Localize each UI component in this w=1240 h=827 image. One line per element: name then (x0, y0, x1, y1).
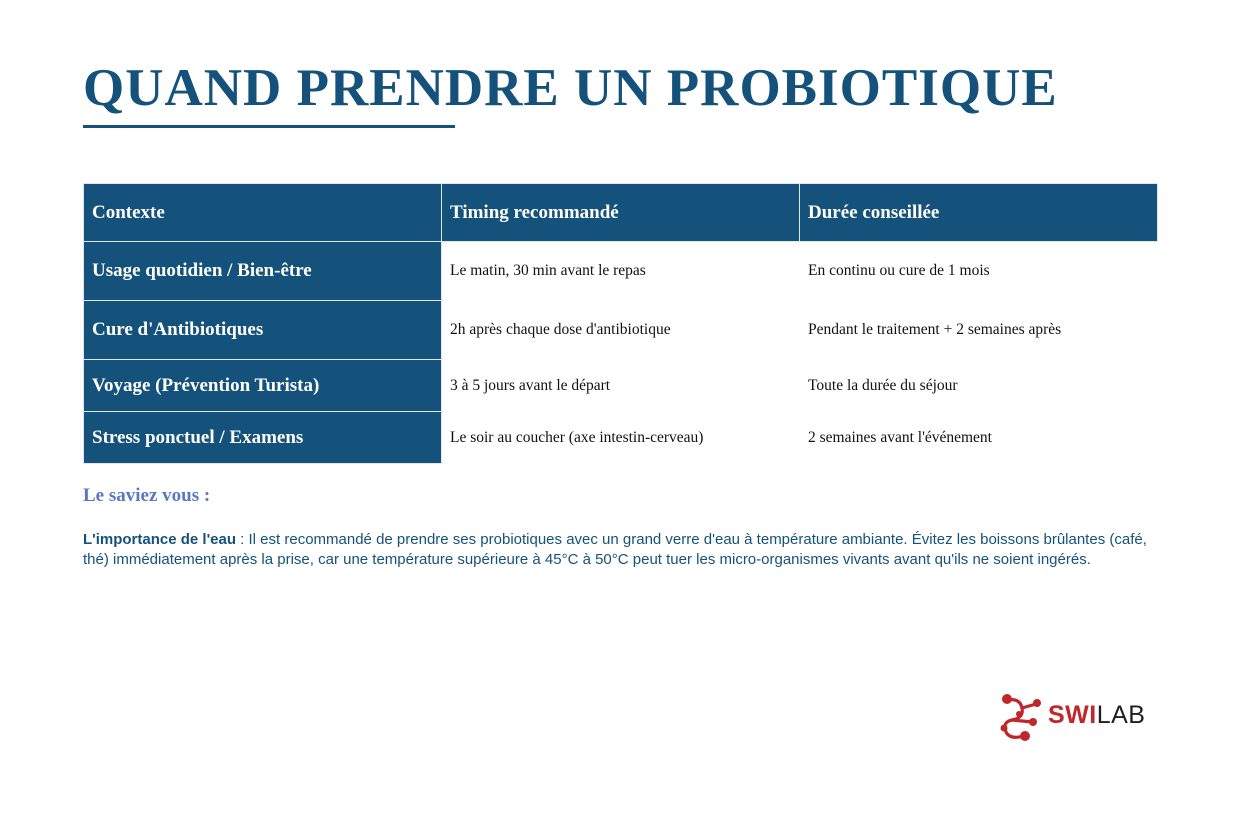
header-timing: Timing recommandé (442, 184, 800, 242)
tip-heading: Le saviez vous : (83, 485, 211, 506)
swilab-logo (998, 688, 1145, 742)
table-header-row (84, 184, 1158, 242)
row-timing: Le matin, 30 min avant le repas (442, 242, 800, 301)
title-underline (83, 125, 455, 128)
row-duration: Pendant le traitement + 2 semaines après (800, 301, 1158, 360)
row-duration: 2 semaines avant l'événement (800, 412, 1158, 464)
row-timing: Le soir au coucher (axe intestin-cerveau) (442, 412, 800, 464)
logo-word-lab: LAB (1096, 700, 1146, 729)
page-title: QUAND PRENDRE UN PROBIOTIQUE (83, 59, 1058, 117)
row-timing: 3 à 5 jours avant le départ (442, 360, 800, 412)
table-row (84, 242, 1158, 301)
tip-label: L'importance de l'eau (83, 531, 237, 548)
probiotic-timing-table (83, 183, 1158, 464)
row-context: Usage quotidien / Bien-être (84, 242, 442, 301)
molecule-icon (998, 688, 1044, 742)
row-context: Voyage (Prévention Turista) (84, 360, 442, 412)
row-context: Cure d'Antibiotiques (84, 301, 442, 360)
logo-wordmark (1048, 701, 1145, 730)
row-duration: Toute la durée du séjour (800, 360, 1158, 412)
header-context: Contexte (84, 184, 442, 242)
tip-paragraph (83, 530, 1158, 569)
logo-word-swi: SWI (1048, 700, 1097, 729)
row-duration: En continu ou cure de 1 mois (800, 242, 1158, 301)
row-timing: 2h après chaque dose d'antibiotique (442, 301, 800, 360)
header-duration: Durée conseillée (800, 184, 1158, 242)
table-row (84, 360, 1158, 412)
tip-body: : Il est recommandé de prendre ses probiotiques avec un grand verre d'eau à température ambiante. Évitez les boissons brûlantes (café, thé) immédiatement après la prise, car une température supérieure à 45°C à 50°C peut tuer les micro-organismes vivants avant qu'ils ne soient ingérés. (83, 531, 1147, 568)
table-row (84, 301, 1158, 360)
table-row (84, 412, 1158, 464)
row-context: Stress ponctuel / Examens (84, 412, 442, 464)
